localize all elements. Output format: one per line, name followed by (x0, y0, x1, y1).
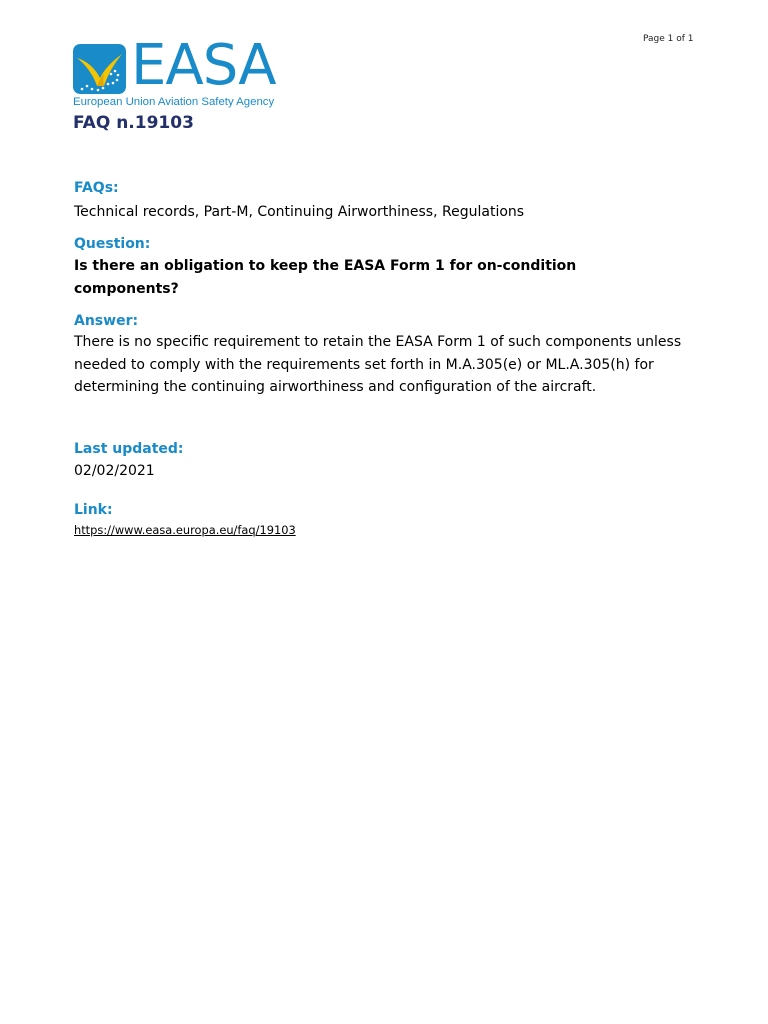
link-section (74, 501, 694, 539)
faq-link[interactable]: https://www.easa.europa.eu/faq/19103 (74, 523, 296, 537)
categories-section (74, 179, 694, 223)
category-tag: Technical records (74, 204, 195, 220)
faq-title: FAQ n.19103 (73, 113, 194, 133)
updated-date: 02/02/2021 (74, 463, 155, 479)
category-tag: , Regulations (433, 201, 524, 223)
updated-section (74, 440, 694, 483)
updated-label: Last updated: (74, 441, 184, 457)
category-list (74, 201, 694, 223)
link-label: Link: (74, 502, 113, 518)
logo-tagline: European Union Aviation Safety Agency (73, 96, 275, 108)
answer-text: There is no specific requirement to retain the EASA Form 1 of such components unless needed to comply with the requirements set forth in M.A.305(e) or ML.A.305(h) for determining the continuing airworthiness and configuration of the aircraft. (74, 334, 682, 395)
question-label: Question: (74, 236, 151, 252)
logo-wordmark: EASA (131, 33, 276, 98)
categories-label: FAQs: (74, 180, 119, 196)
question-text: Is there an obligation to keep the EASA Form 1 for on-condition components? (74, 258, 577, 297)
category-tag: , Part-M (195, 201, 249, 223)
bird-emblem-icon (73, 44, 126, 94)
question-section (74, 235, 694, 300)
answer-label: Answer: (74, 313, 139, 329)
category-tag: , Continuing Airworthiness (248, 201, 433, 223)
page-number: Page 1 of 1 (643, 34, 694, 44)
easa-logo (73, 33, 283, 112)
answer-section (74, 312, 694, 399)
